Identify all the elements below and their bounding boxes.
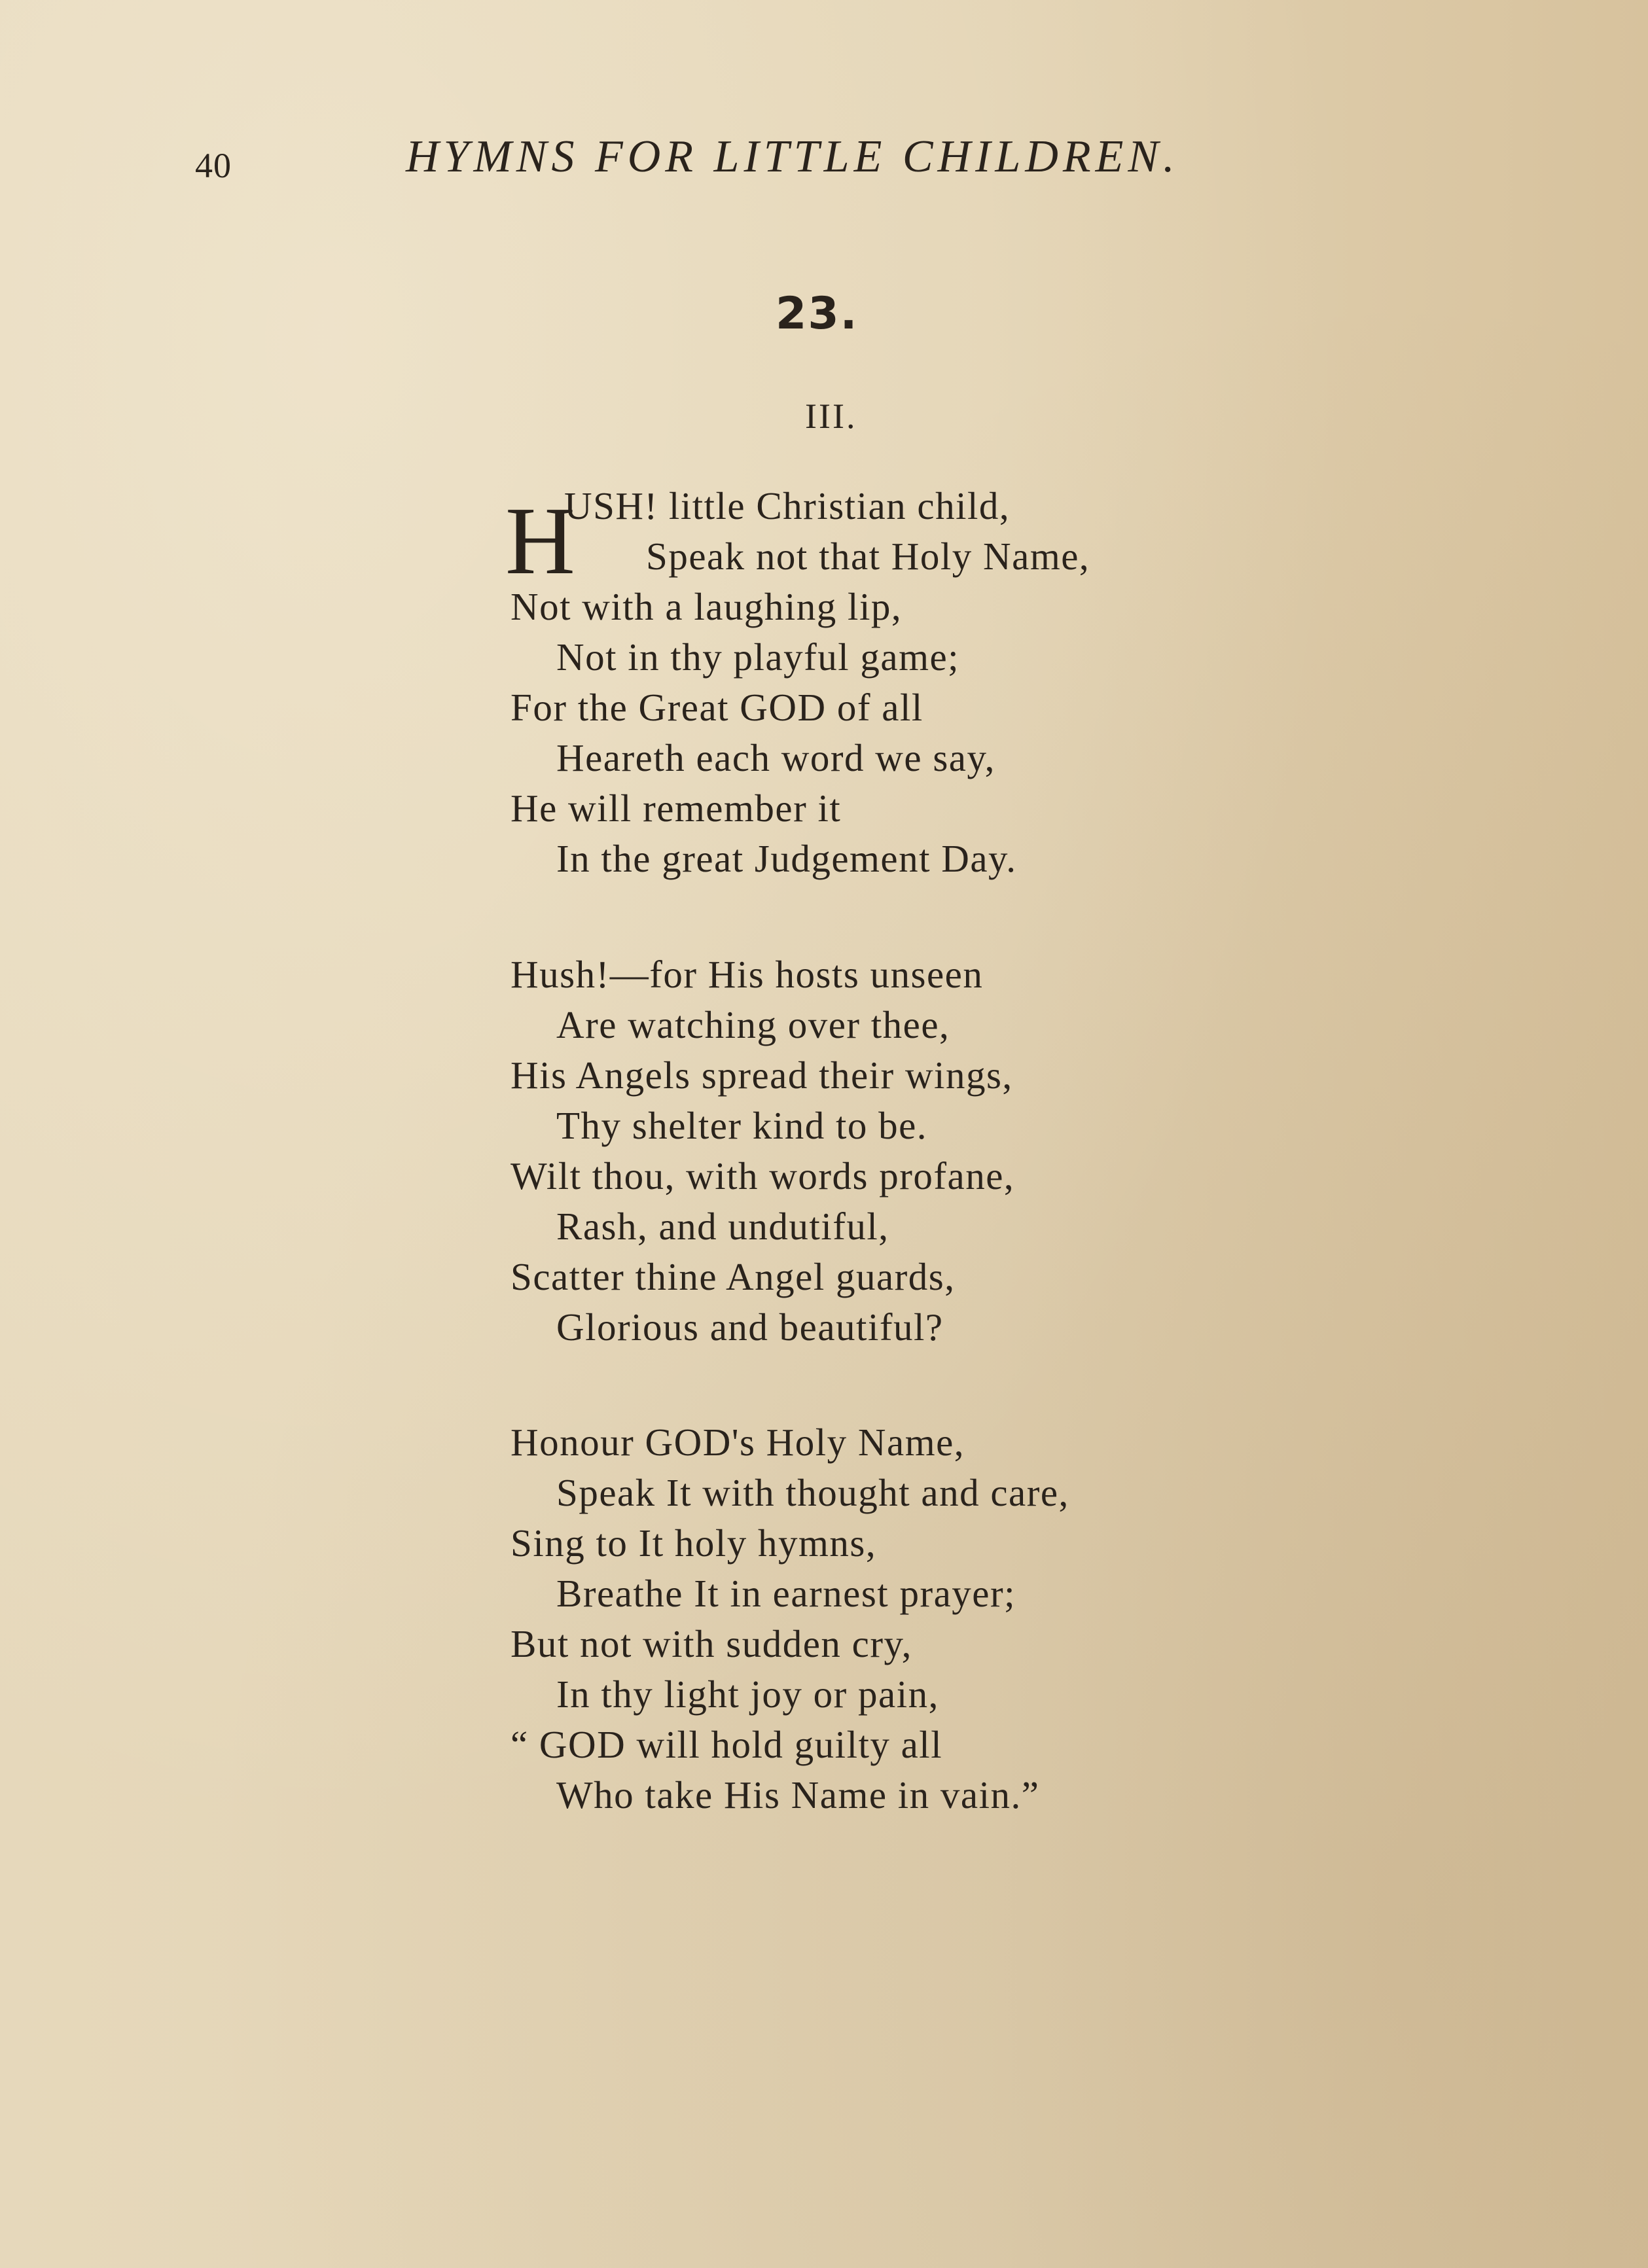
verse-line: Breathe It in earnest prayer; xyxy=(556,1572,1016,1615)
verse-line: For the Great GOD of all xyxy=(511,686,923,729)
verse-line: Who take His Name in vain.” xyxy=(556,1773,1040,1816)
running-head: HYMNS FOR LITTLE CHILDREN. xyxy=(406,132,1179,182)
verse-line: USH! little Christian child, xyxy=(564,484,1011,527)
verse-line: His Angels spread their wings, xyxy=(511,1054,1013,1097)
verse-line: “ GOD will hold guilty all xyxy=(511,1723,943,1766)
verse-line: Are watching over thee, xyxy=(556,1003,950,1046)
verse-line: Not with a laughing lip, xyxy=(511,585,903,628)
stanza-2 xyxy=(511,949,1014,1353)
stanza-1 xyxy=(505,481,1090,884)
verse-line: Scatter thine Angel guards, xyxy=(511,1255,956,1298)
verse-line: Sing to It holy hymns, xyxy=(511,1521,877,1565)
page-number: 40 xyxy=(195,146,232,185)
verse-line: Glorious and beautiful? xyxy=(556,1305,944,1349)
dropcap-lines xyxy=(511,481,1090,582)
verse-line: Hush!—for His hosts unseen xyxy=(511,953,984,996)
verse-line: In thy light joy or pain, xyxy=(556,1673,939,1716)
verse-line: Rash, and undutiful, xyxy=(556,1205,889,1248)
verse-line: Wilt thou, with words profane, xyxy=(511,1154,1015,1197)
verse-line: Honour GOD's Holy Name, xyxy=(511,1421,965,1464)
part-number: III. xyxy=(805,397,857,436)
verse-line: Not in thy playful game; xyxy=(556,635,960,679)
verse-line: Speak not that Holy Name, xyxy=(646,535,1090,578)
verse-line: Heareth each word we say, xyxy=(556,736,995,779)
drop-cap: H xyxy=(505,487,575,595)
hymn-number: 23. xyxy=(776,288,859,340)
verse-line: But not with sudden cry, xyxy=(511,1622,912,1665)
verse-line: In the great Judgement Day. xyxy=(556,837,1017,880)
stanza-3 xyxy=(511,1417,1069,1820)
verse-line: Speak It with thought and care, xyxy=(556,1471,1069,1514)
verse-line: Thy shelter kind to be. xyxy=(556,1104,928,1147)
verse-line: He will remember it xyxy=(511,787,842,830)
